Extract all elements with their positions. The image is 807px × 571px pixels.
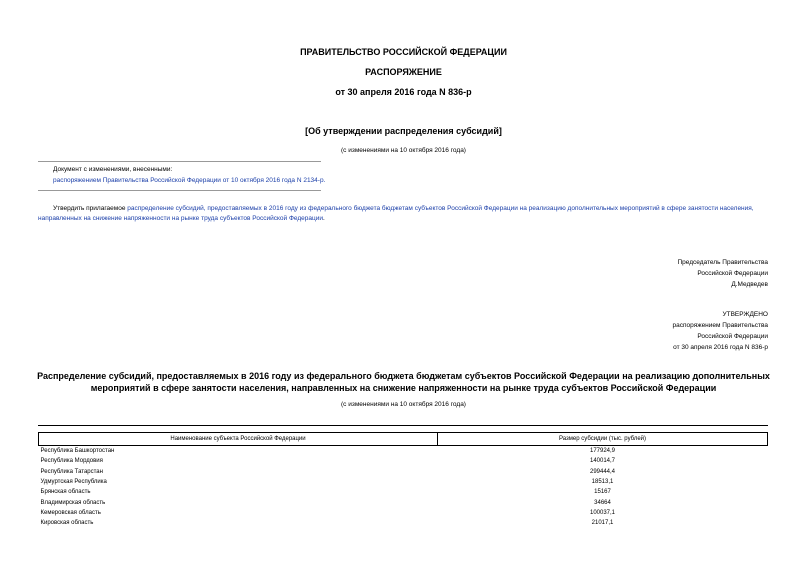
approved-block <box>400 309 768 353</box>
table-row <box>39 467 768 477</box>
table-row <box>39 456 768 466</box>
amendments-label: Документ с изменениями, внесенными: <box>53 166 173 173</box>
subsidies-table <box>38 432 768 528</box>
table-row <box>39 497 768 507</box>
order-paragraph <box>38 204 768 224</box>
distribution-title <box>0 370 807 394</box>
order-prefix: Утвердить прилагаемое <box>53 205 128 212</box>
approved-line-1: УТВЕРЖДЕНО <box>722 311 768 318</box>
table-row <box>39 487 768 497</box>
signature-line-1: Председатель Правительства <box>677 259 768 266</box>
subsidy-amount: 34664 <box>594 499 611 506</box>
region-name: Республика Татарстан <box>40 468 103 475</box>
region-name: Брянская область <box>40 489 91 496</box>
amendments-bottom-rule <box>38 190 321 191</box>
amendments-link[interactable]: распоряжением Правительства Российской Федерации от 10 октября 2016 года N 2134-р. <box>53 177 326 184</box>
region-name: Удмуртская Республика <box>40 479 107 486</box>
document-type: РАСПОРЯЖЕНИЕ <box>365 67 442 77</box>
subsidy-amount: 15167 <box>594 489 611 496</box>
region-name: Владимирская область <box>40 499 106 506</box>
distribution-title-line-2: мероприятий в сфере занятости населения, направленных на снижение напряженности на рынке труда субъектов Российской Федерации <box>90 383 717 393</box>
approved-line-2: распоряжением Правительства <box>672 322 768 329</box>
region-name: Кировская область <box>40 520 94 527</box>
approved-line-4: от 30 апреля 2016 года N 836-р <box>673 344 768 351</box>
changes-note: (с изменениями на 10 октября 2016 года) <box>341 147 466 154</box>
table-row <box>39 477 768 487</box>
column-header-region: Наименование субъекта Российской Федерации <box>39 433 438 446</box>
region-name: Республика Мордовия <box>40 458 103 465</box>
government-heading: ПРАВИТЕЛЬСТВО РОССИЙСКОЙ ФЕДЕРАЦИИ <box>300 47 507 57</box>
region-name: Республика Башкортостан <box>40 448 115 455</box>
distribution-link[interactable]: распределение субсидий, предоставляемых в 2016 году из федерального бюджета бюджетам субъектов Российской Федерации на реализацию дополнительных мероприятий в сфере занятости населения, направленных на снижение напряженности на рынке труда субъектов Российской Федерации <box>38 205 754 222</box>
document-date-number: от 30 апреля 2016 года N 836-р <box>335 87 472 97</box>
signature-line-3: Д.Медведев <box>731 281 768 288</box>
column-header-amount: Размер субсидии (тыс. рублей) <box>438 433 768 446</box>
table-top-rule <box>38 425 768 426</box>
distribution-changes-note: (с изменениями на 10 октября 2016 года) <box>341 401 466 408</box>
subsidy-amount: 21017,1 <box>591 520 614 527</box>
subsidy-amount: 177924,9 <box>589 448 616 455</box>
document-title: [Об утверждении распределения субсидий] <box>305 126 502 136</box>
signature-line-2: Российской Федерации <box>697 270 768 277</box>
subsidy-amount: 100037,1 <box>589 509 616 516</box>
signature-block <box>400 257 768 290</box>
table-header-row <box>39 433 768 446</box>
subsidy-amount: 299444,4 <box>589 468 616 475</box>
subsidy-amount: 18513,1 <box>591 479 614 486</box>
order-suffix: . <box>323 215 325 222</box>
table-row <box>39 518 768 528</box>
region-name: Кемеровская область <box>40 509 101 516</box>
distribution-title-line-1: Распределение субсидий, предоставляемых в 2016 году из федерального бюджета бюджетам субъектов Российской Федерации на реализацию дополнительных <box>37 371 770 381</box>
amendments-top-rule <box>38 161 321 162</box>
table-row <box>39 446 768 457</box>
approved-line-3: Российской Федерации <box>697 333 768 340</box>
subsidy-amount: 140014,7 <box>589 458 616 465</box>
table-row <box>39 508 768 518</box>
